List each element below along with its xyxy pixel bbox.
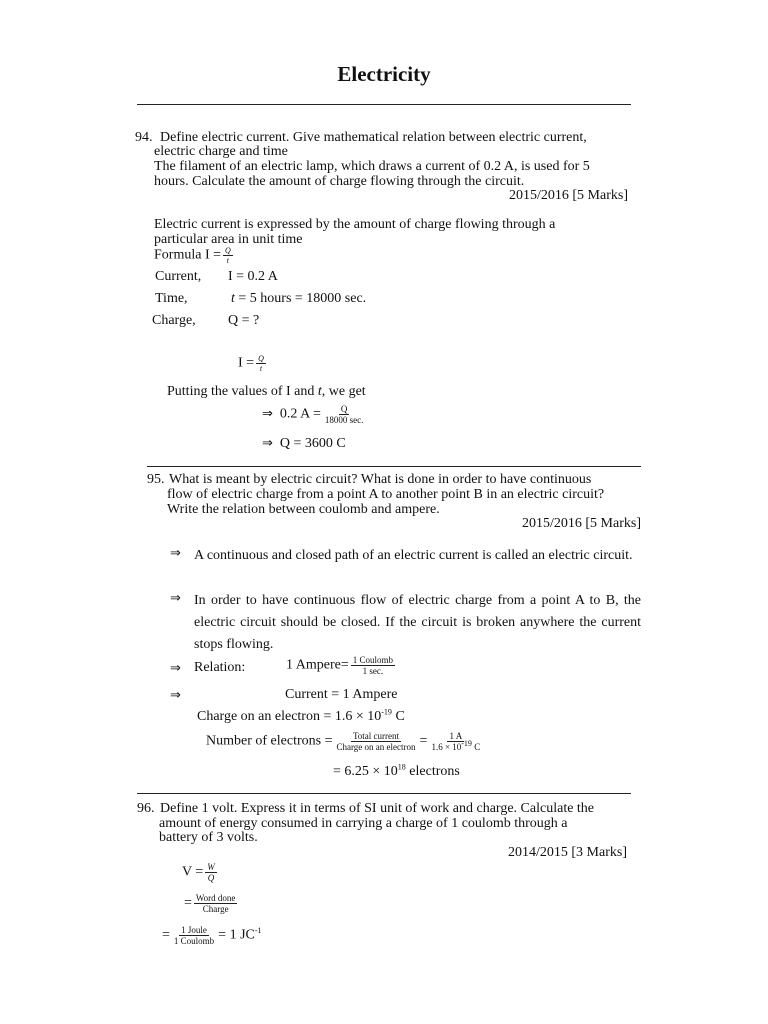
q95-num-electrons-num: Total current: [352, 731, 400, 741]
q96-eq2: [184, 893, 239, 914]
q94-time-var: t: [231, 291, 235, 306]
q94-step1-num: Q: [340, 404, 348, 414]
page-title: Electricity: [337, 62, 431, 86]
q94-answer-line1: Electric current is expressed by the amount of charge flowing through a: [154, 217, 556, 232]
q95-result-base: = 6.25 × 10: [333, 764, 398, 779]
q94-eq-lhs: I =: [238, 355, 255, 371]
q94-step1-fraction: [323, 404, 366, 425]
q94-question-line1: Define electric current. Give mathematical relation between electric current,: [160, 130, 587, 145]
section-divider: [147, 466, 641, 467]
q95-relation-num: 1 Coulomb: [352, 655, 393, 665]
q95-num-electrons-num2: 1 A: [449, 731, 463, 741]
implies-arrow-icon: ⇒: [170, 546, 181, 561]
q95-relation-lhs: 1 Ampere=: [286, 657, 349, 673]
q94-question-line2: electric charge and time: [154, 144, 288, 159]
q95-question-line1: What is meant by electric circuit? What is done in order to have continuous: [169, 472, 592, 487]
q96-eq2-num: Word done: [195, 893, 236, 903]
q95-point2: In order to have continuous flow of electric charge from a point A to B, the electric circuit should be closed. If the circuit is broken anywhere the current stops flowing.: [194, 593, 641, 652]
q95-num-electrons-eq: =: [419, 733, 428, 749]
q96-eq2-fraction: [194, 893, 238, 914]
q96-eq3-den: 1 Coulomb: [173, 936, 215, 946]
q94-eq-fraction: [256, 354, 266, 373]
q96-eq3-fraction: [172, 925, 216, 946]
q94-step1: [262, 404, 367, 425]
q94-charge-label: Charge,: [152, 313, 196, 328]
q95-relation-den: 1 sec.: [362, 666, 384, 676]
q94-question-line3: The filament of an electric lamp, which draws a current of 0.2 A, is used for 5: [154, 159, 590, 174]
q94-eq-num: Q: [258, 354, 264, 363]
q96-eq3-num: 1 Joule: [181, 925, 207, 935]
q96-question-line1: Define 1 volt. Express it in terms of SI unit of work and charge. Calculate the: [160, 801, 595, 816]
q95-num-electrons-fraction1: [334, 731, 417, 752]
q94-formula-den: t: [226, 256, 229, 265]
implies-arrow-icon: ⇒: [170, 591, 181, 606]
q94-time-rest: = 5 hours = 18000 sec.: [234, 291, 367, 306]
q95-number: 95.: [147, 472, 165, 487]
q95-charge-electron-exp: -19: [381, 707, 392, 717]
q95-relation-label: Relation:: [194, 660, 246, 675]
q96-question-line2: amount of energy consumed in carrying a charge of 1 coulomb through a: [159, 816, 568, 831]
q94-time-label: Time,: [155, 291, 188, 306]
q96-number: 96.: [137, 801, 155, 816]
q94-formula: [154, 246, 235, 265]
q94-step1-lhs: 0.2 A =: [279, 406, 321, 422]
q96-eq3-result: = 1 JC: [218, 927, 255, 943]
q94-putting: [167, 384, 366, 399]
q96-v-num: W: [207, 862, 215, 872]
q96-meta: 2014/2015 [3 Marks]: [508, 845, 627, 860]
implies-arrow-icon: ⇒: [170, 688, 181, 703]
q95-question-line2: flow of electric charge from a point A to another point B in an electric circuit?: [167, 487, 605, 502]
q94-step2-text: Q = 3600 C: [279, 436, 346, 451]
q95-num-electrons-den2: $1.6 \times 10^{-19}$ C: [431, 739, 481, 752]
q94-number: 94.: [135, 130, 153, 145]
q96-v-fraction: [205, 862, 217, 883]
q95-charge-electron: [197, 709, 405, 724]
implies-arrow-icon: ⇒: [262, 406, 273, 422]
q94-question-line4: hours. Calculate the amount of charge flowing through the circuit.: [154, 174, 525, 189]
q94-putting-var: t: [317, 384, 322, 399]
q95-current-eq: Current = 1 Ampere: [285, 687, 398, 702]
q94-formula-label: Formula I =: [154, 247, 221, 263]
title-divider: [137, 104, 631, 105]
q94-current-label: Current,: [155, 269, 202, 284]
q95-num-electrons-den: Charge on an electron: [336, 742, 416, 752]
q96-eq3-prefix: =: [162, 927, 170, 943]
q96-eq2-den: Charge: [202, 904, 229, 914]
q95-charge-electron-unit: C: [391, 709, 405, 724]
q95-result-exp: 18: [397, 762, 406, 772]
q94-charge-value: Q = ?: [228, 313, 260, 328]
q94-putting-pre: Putting the values of I and: [167, 384, 318, 399]
q96-eq2-prefix: =: [184, 895, 192, 911]
implies-arrow-icon: ⇒: [170, 661, 181, 676]
q95-point1: A continuous and closed path of an electric current is called an electric circuit.: [194, 548, 633, 563]
q94-meta: 2015/2016 [5 Marks]: [509, 188, 628, 203]
section-divider: [137, 793, 631, 794]
q95-relation: [286, 655, 397, 676]
q94-current-value: I = 0.2 A: [228, 269, 278, 284]
q94-step2: [262, 436, 346, 451]
q96-eq3: [162, 925, 262, 946]
q95-num-electrons: [206, 731, 484, 752]
q94-putting-post: , we get: [321, 384, 366, 399]
q95-num-electrons-label: Number of electrons =: [206, 733, 333, 749]
q96-question-line3: battery of 3 volts.: [159, 830, 258, 845]
q94-equation: [238, 354, 268, 373]
q94-answer-line2: particular area in unit time: [154, 232, 303, 247]
q94-time-value: [231, 291, 366, 306]
q96-eq3-exp: -1: [254, 926, 262, 936]
implies-arrow-icon: ⇒: [262, 436, 273, 451]
q95-question-line3: Write the relation between coulomb and ampere.: [167, 502, 440, 517]
q95-num-electrons-fraction2: [429, 731, 482, 752]
q96-v-equation: [182, 862, 219, 883]
q94-formula-num: Q: [225, 246, 231, 255]
q95-meta: 2015/2016 [5 Marks]: [522, 516, 641, 531]
q95-result-unit: electrons: [405, 764, 460, 779]
q95-result: [333, 764, 460, 779]
q94-eq-den: t: [259, 364, 263, 373]
q95-relation-fraction: [351, 655, 395, 676]
q96-v-den: Q: [207, 873, 215, 883]
q96-v-lhs: V =: [182, 864, 204, 880]
q95-charge-electron-base: Charge on an electron = 1.6 × 10: [197, 709, 382, 724]
q94-formula-fraction: [223, 246, 233, 265]
q94-step1-den: 18000 sec.: [324, 415, 364, 425]
